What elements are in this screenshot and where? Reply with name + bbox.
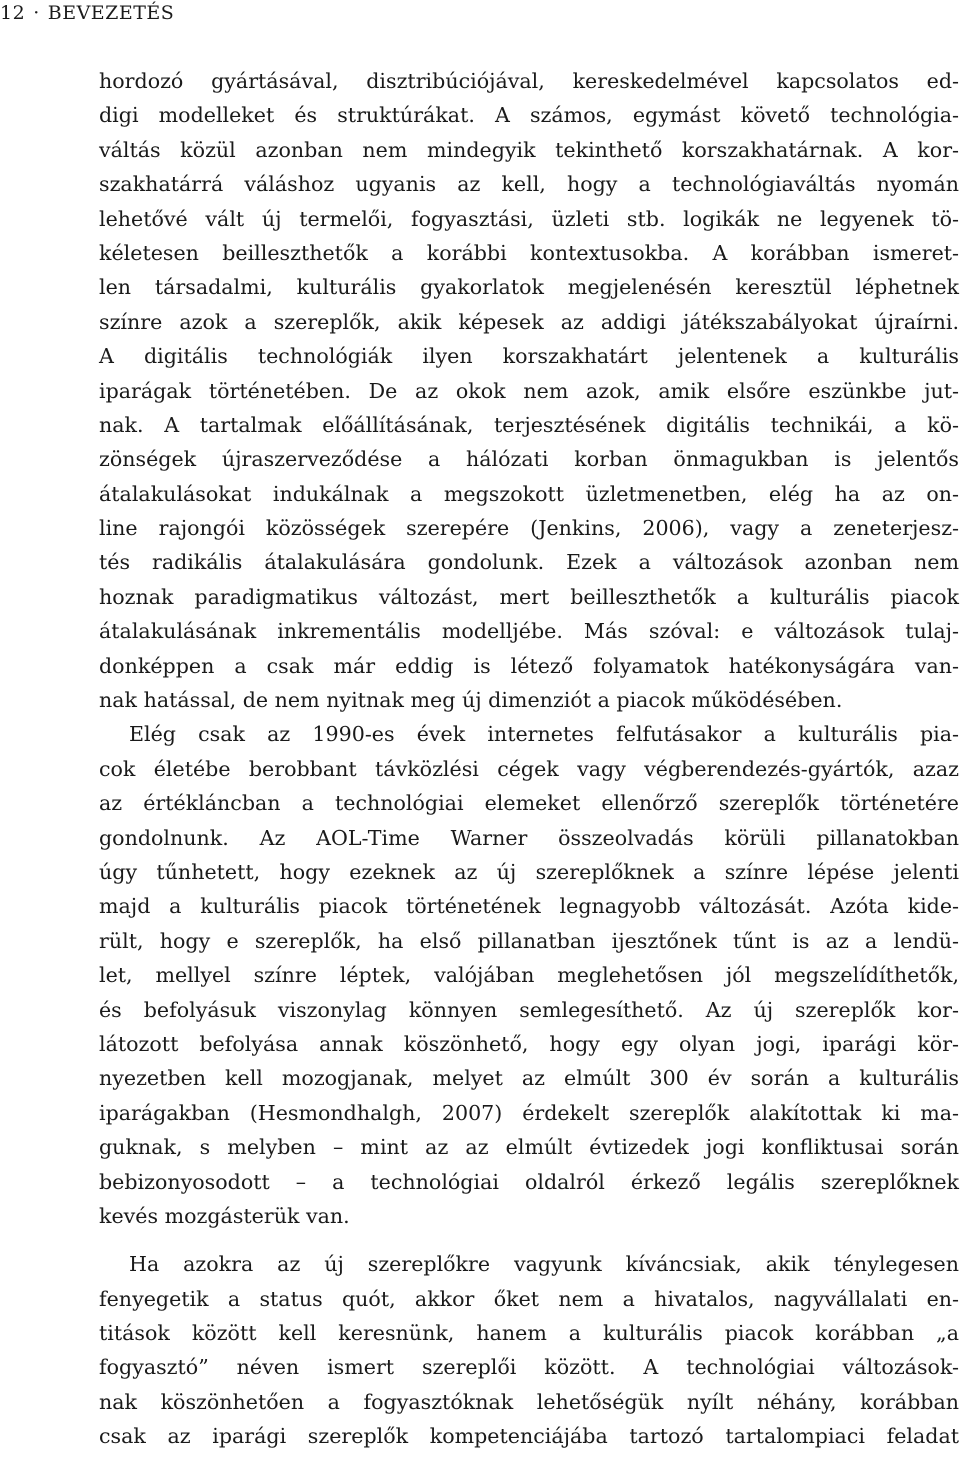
text-line: fogyasztó” néven ismert szereplői között. A technológiai változások-: [99, 1355, 959, 1380]
text-line: gondolnunk. Az AOL-Time Warner összeolvadás körüli pillanatokban: [99, 825, 959, 850]
text-line: szakhatárrá váláshoz ugyanis az kell, hogy a technológiaváltás nyomán: [99, 172, 959, 197]
text-line: nak hatással, de nem nyitnak meg új dimenziót a piacok működésében.: [99, 688, 843, 713]
text-line: lehetővé vált új termelői, fogyasztási, üzleti stb. logikák ne legyenek tö-: [99, 206, 959, 231]
text-line: váltás közül azonban nem mindegyik tekinthető korszakhatárnak. A kor-: [99, 137, 959, 162]
text-line: nak köszönhetően a fogyasztóknak lehetőségük nyílt néhány, korábban: [99, 1389, 959, 1414]
text-line: kéletesen beilleszthetők a korábbi kontextusokba. A korábban ismeret-: [99, 240, 959, 265]
text-line: nak. A tartalmak előállításának, terjesztésének digitális technikái, a kö-: [99, 412, 959, 437]
text-line: fenyegetik a status quót, akkor őket nem a hivatalos, nagyvállalati en-: [99, 1286, 959, 1311]
text-line: nyezetben kell mozogjanak, melyet az elmúlt 300 év során a kulturális: [99, 1066, 959, 1091]
text-line: tés radikális átalakulására gondolunk. Ezek a változások azonban nem: [99, 550, 959, 575]
page-number: 12: [0, 2, 26, 24]
text-line: rült, hogy e szereplők, ha első pillanatban ijesztőnek tűnt is az a lendü-: [99, 928, 959, 953]
text-line: Ha azokra az új szereplőkre vagyunk kíváncsiak, akik ténylegesen: [129, 1252, 959, 1277]
text-line: line rajongói közösségek szerepére (Jenkins, 2006), vagy a zeneterjesz-: [99, 516, 959, 541]
text-line: és befolyásuk viszonylag könnyen semlegesíthető. Az új szereplők kor-: [99, 997, 959, 1022]
text-line: iparágakban (Hesmondhalgh, 2007) érdekelt szereplők alakítottak ki ma-: [99, 1100, 959, 1125]
text-line: látozott befolyása annak köszönhető, hogy egy olyan jogi, iparági kör-: [99, 1031, 959, 1056]
text-line: digi modelleket és struktúrákat. A számos, egymást követő technológia-: [99, 103, 959, 128]
text-line: átalakulásának inkrementális modelljébe. Más szóval: e változások tulaj-: [99, 619, 959, 644]
text-line: cok életébe berobbant távközlési cégek vagy végberendezés-gyártók, azaz: [99, 756, 959, 781]
text-line: kevés mozgásterük van.: [99, 1203, 350, 1228]
text-line: donképpen a csak már eddig is létező folyamatok hatékonyságára van-: [99, 653, 959, 678]
text-line: úgy tűnhetett, hogy ezeknek az új szereplőknek a színre lépése jelenti: [99, 859, 959, 884]
paragraph-3: [99, 1247, 959, 1453]
paragraph-2: [99, 717, 959, 1233]
text-line: hoznak paradigmatikus változást, mert beilleszthetők a kulturális piacok: [99, 584, 959, 609]
text-line: zönségek újraszerveződése a hálózati korban önmagukban is jelentős: [99, 447, 959, 472]
text-line: átalakulásokat indukálnak a megszokott üzletmenetben, elég ha az on-: [99, 481, 959, 506]
paragraph-1: [99, 64, 959, 717]
running-head-separator: ·: [33, 2, 40, 24]
running-head: [0, 2, 174, 24]
section-title: BEVEZETÉS: [47, 2, 175, 24]
text-line: iparágak történetében. De az okok nem azok, amik elsőre eszünkbe jut-: [99, 378, 959, 403]
text-line: A digitális technológiák ilyen korszakhatárt jelentenek a kulturális: [99, 344, 959, 369]
text-line: Elég csak az 1990-es évek internetes felfutásakor a kulturális pia-: [129, 722, 959, 747]
text-line: csak az iparági szereplők kompetenciájába tartozó tartalompiaci feladat: [99, 1424, 959, 1449]
text-line: hordozó gyártásával, disztribúciójával, kereskedelmével kapcsolatos ed-: [99, 69, 959, 93]
text-line: len társadalmi, kulturális gyakorlatok megjelenésén keresztül léphetnek: [99, 275, 959, 300]
text-line: titások között kell keresnünk, hanem a kulturális piacok korábban „a: [99, 1321, 959, 1346]
text-line: bebizonyosodott – a technológiai oldalról érkező legális szereplőknek: [99, 1169, 959, 1194]
text-line: az értékláncban a technológiai elemeket ellenőrző szereplők történetére: [99, 791, 959, 816]
text-line: majd a kulturális piacok történetének legnagyobb változását. Azóta kide-: [99, 894, 959, 919]
text-line: színre azok a szereplők, akik képesek az addigi játékszabályokat újraírni.: [99, 309, 959, 334]
text-line: guknak, s melyben – mint az az elmúlt évtizedek jogi konfliktusai során: [99, 1135, 959, 1160]
text-line: let, mellyel színre léptek, valójában meglehetősen jól megszelídíthetők,: [99, 963, 959, 988]
body-text: [99, 64, 959, 1454]
